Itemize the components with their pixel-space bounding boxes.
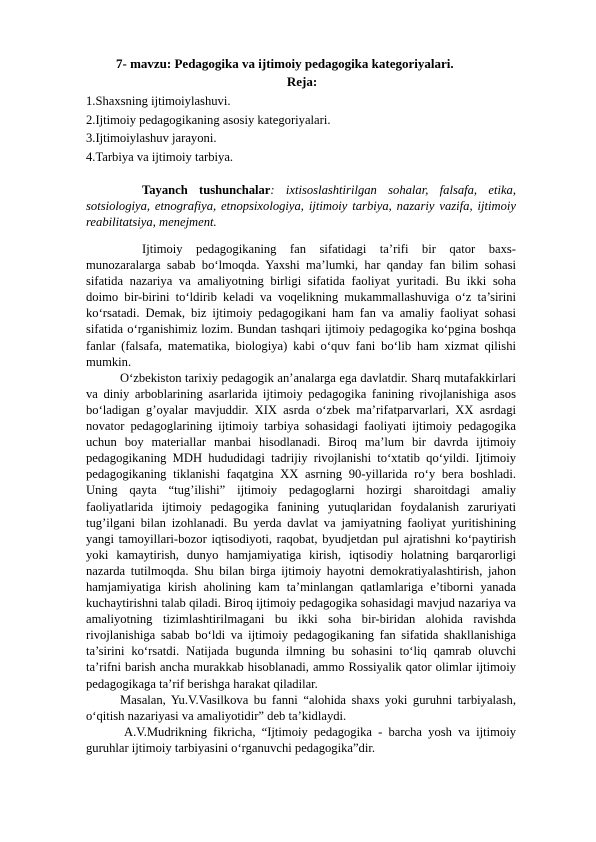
keywords-label: Tayanch tushunchalar [142,183,271,197]
plan-item: 1.Shaxsning ijtimoiylashuvi. [86,94,231,108]
plan-item: 2.Ijtimoiy pedagogikaning asosiy kategoriyalari. [86,112,331,127]
keywords-text: : ixtisoslashtirilgan sohalar, falsafa, etika, sotsiologiya, etnografiya, etnopsixologiya, ijtimoiy tarbiya, nazariy vazifa, ijtimoiy reabilitatsiya, menejment. [86,183,516,230]
plan-item: 3.Ijtimoiylashuv jarayoni. [86,131,217,145]
paragraph: Ijtimoiy pedagogikaning fan sifatidagi ta’rifi bir qator baxs-munozaralarga sabab bo‘lmoqda. Yaxshi ma’lumki, har qanday fan bilim sohasi sifatida nazariya va amaliyotning birligi sifatida faoliyat yuritadi. Bu ikki soha doimo bir-birini to‘ldirib keladi va voqelikning mukammallashuviga o‘z ta’sirini ko‘rsatadi. Demak, biz ijtimoiy pedagogikani ham fan va amaliy faoliyat sohasi sifatida o‘rganishimiz lozim. Bundan tashqari ijtimoiy pedagogika ko‘pgina boshqa fanlar (falsafa, matematika, biologiya) kabi o‘quv fani bo‘lib ham xizmat qilishi mumkin. [86,242,516,369]
paragraph: O‘zbekiston tarixiy pedagogik an’analarga ega davlatdir. Sharq mutafakkirlari va diniy arboblarining asarlarida ijtimoiy pedagogika fanining rivojlanishiga asos bo‘ladigan g’oyalar mavjuddir. XIX asrda o‘zbek ma’rifatparvarlari, XX asrdagi novator pedagoglarining ijtimoiy tarbiya sohasidagi faoliyati ijtimoiy pedagogika uchun boy materiallar manbai hisodlanadi. Biroq ma’lum bir davrda ijtimoiy pedagogikaning MDH hududidagi tadrijiy rivojlanishi to‘xtatib qo‘yildi. Ijtimoiy pedagogikaning tiklanishi faqatgina XX asrning 90-yillarida ro‘y bera boshladi. Uning qayta “tug’ilishi” ijtimoiy pedagoglarni hozirgi sharoitdagi amaliy faoliyatlarida ijtimoiy pedagogika fanining yutuqlaridan foydalanish zaruriyati tug’ilgani bilan izohlanadi. Bu yerda davlat va jamiyatning faoliyat yuritishining yangi tamoyillari-bozor iqtisodiyoti, raqobat, byudjetdan pul ajratishni ko‘paytirish yoki kamaytirish, dunyo hamjamiyatiga kirish, iqtisodiy holatning barqarorligi nazarda tutilmoqda. Shu bilan birga ijtimoiy hayotni demokratiyalashtirish, jahon hamjamiyatiga kirish aholining kam ta’minlangan qatlamlariga e’tiborni yanada kuchaytirishni talab qiladi. Biroq ijtimoiy pedagogika sohasidagi mavjud nazariya va amaliyotning tizimlashtirilmagani bu ikki soha bir-biridan alohida ravishda rivojlanishiga sabab bo‘ldi va ijtimoiy pedagogikaning fan sifatida shakllanishiga ta’sirini ko‘rsatdi. Natijada bugunda ilmning bu sohasini to‘liq qamrab oluvchi ta’rifni barish ancha murakkab hisoblanadi, ammo Rossiyalik qator olimlar ijtimoiy pedagogikaga ta’rif berishga harakat qiladilar. [86,370,516,691]
paragraph: A.V.Mudrikning fikricha, “Ijtimoiy pedagogika - barcha yosh va ijtimoiy guruhlar ijtimoiy tarbiyasini o‘rganuvchi pedagogika”dir. [86,724,516,755]
paragraph: Masalan, Yu.V.Vasilkova bu fanni “alohida shaxs yoki guruhni tarbiyalash, o‘qitish nazariyasi va amaliyotidir” deb ta’kidlaydi. [86,692,516,723]
plan-item: 4.Tarbiya va ijtimoiy tarbiya. [86,149,234,164]
keywords-block [86,182,516,230]
plan-list [86,92,330,166]
plan-heading: Reja: [286,74,318,89]
page-title: 7- mavzu: Pedagogika va ijtimoiy pedagogika kategoriyalari. [116,56,454,71]
body-text [86,241,516,756]
